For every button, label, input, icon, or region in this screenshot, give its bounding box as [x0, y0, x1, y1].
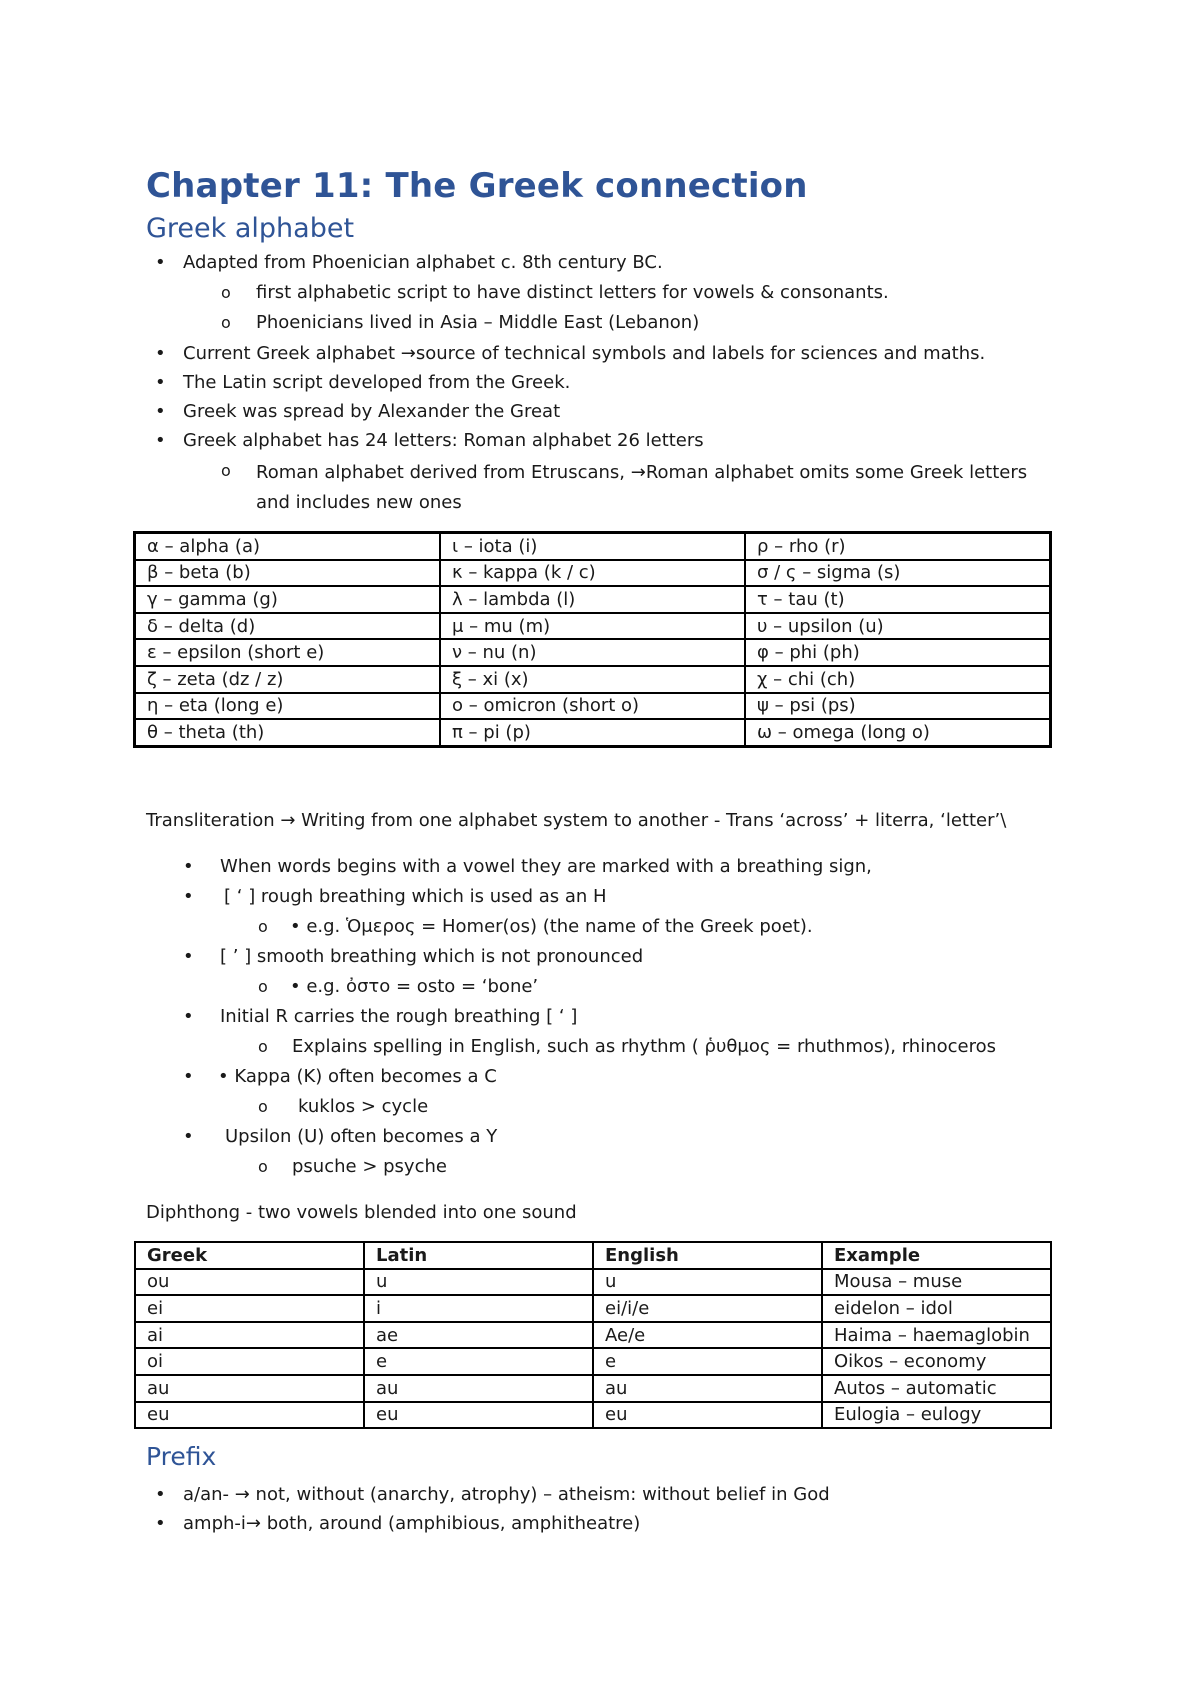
table-cell: β – beta (b) — [135, 560, 440, 587]
table-cell: ο – omicron (short o) — [440, 693, 745, 720]
bullet-glyph: • — [155, 1484, 166, 1505]
table-cell: e — [593, 1348, 822, 1375]
table-row — [135, 1402, 1051, 1429]
table-row — [135, 666, 1050, 693]
column-header: Greek — [135, 1242, 364, 1269]
bullet-glyph: • — [183, 1066, 194, 1087]
table-cell: φ – phi (ph) — [745, 639, 1050, 666]
table-cell: ν – nu (n) — [440, 639, 745, 666]
table-cell: Ae/e — [593, 1322, 822, 1349]
table-cell: α – alpha (a) — [135, 533, 440, 560]
bullet-glyph: • — [183, 856, 194, 877]
section-heading-prefix: Prefix — [146, 1442, 217, 1471]
table-row — [135, 1375, 1051, 1402]
bullet-glyph: • — [155, 372, 166, 393]
list-item: Explains spelling in English, such as rhythm ( ῥυθμος = rhuthmos), rhinoceros — [292, 1036, 996, 1057]
list-item: first alphabetic script to have distinct letters for vowels & consonants. — [256, 282, 889, 303]
table-row — [135, 693, 1050, 720]
list-item: Adapted from Phoenician alphabet c. 8th century BC. — [183, 252, 663, 273]
list-item: Phoenicians lived in Asia – Middle East (Lebanon) — [256, 312, 700, 333]
list-item: [ ’ ] smooth breathing which is not pronounced — [220, 946, 644, 967]
table-row — [135, 586, 1050, 613]
table-cell: u — [364, 1269, 593, 1296]
list-item: • Kappa (K) often becomes a C — [218, 1066, 497, 1087]
list-item: • e.g. Ὁμερος = Homer(os) (the name of the Greek poet). — [290, 916, 813, 937]
sub-bullet-glyph: o — [221, 461, 231, 480]
table-row — [135, 1269, 1051, 1296]
table-cell: ι – iota (i) — [440, 533, 745, 560]
table-row — [135, 639, 1050, 666]
table-cell: τ – tau (t) — [745, 586, 1050, 613]
table-cell: Autos – automatic — [822, 1375, 1051, 1402]
list-item: Upsilon (U) often becomes a Y — [225, 1126, 498, 1147]
sub-bullet-glyph: o — [258, 977, 268, 996]
table-cell: ξ – xi (x) — [440, 666, 745, 693]
table-cell: ψ – psi (ps) — [745, 693, 1050, 720]
table-cell: ρ – rho (r) — [745, 533, 1050, 560]
table-cell: ai — [135, 1322, 364, 1349]
table-cell: γ – gamma (g) — [135, 586, 440, 613]
table-cell: eidelon – idol — [822, 1295, 1051, 1322]
table-cell: ω – omega (long o) — [745, 719, 1050, 746]
table-cell: ou — [135, 1269, 364, 1296]
list-item: Initial R carries the rough breathing [ ‘ ] — [220, 1006, 578, 1027]
sub-bullet-glyph: o — [258, 1097, 268, 1116]
diphthong-table — [134, 1241, 1052, 1429]
greek-alphabet-table — [134, 532, 1051, 747]
list-item: amph-i→ both, around (amphibious, amphitheatre) — [183, 1513, 641, 1534]
table-cell: au — [364, 1375, 593, 1402]
column-header: English — [593, 1242, 822, 1269]
table-cell: au — [135, 1375, 364, 1402]
column-header: Latin — [364, 1242, 593, 1269]
sub-bullet-glyph: o — [221, 283, 231, 302]
table-cell: oi — [135, 1348, 364, 1375]
table-row — [135, 1295, 1051, 1322]
sub-bullet-glyph: o — [258, 1157, 268, 1176]
table-row — [135, 1322, 1051, 1349]
list-item: Current Greek alphabet →source of technical symbols and labels for sciences and maths. — [183, 343, 986, 364]
table-cell: σ / ς – sigma (s) — [745, 560, 1050, 587]
section-heading-greek-alphabet: Greek alphabet — [146, 213, 355, 244]
table-cell: e — [364, 1348, 593, 1375]
bullet-glyph: • — [183, 1006, 194, 1027]
sub-bullet-glyph: o — [258, 917, 268, 936]
table-cell: κ – kappa (k / c) — [440, 560, 745, 587]
table-cell: ε – epsilon (short e) — [135, 639, 440, 666]
table-cell: δ – delta (d) — [135, 613, 440, 640]
transliteration-intro: Transliteration → Writing from one alphabet system to another - Trans ‘across’ + literra, ‘letter’\ — [146, 810, 1007, 831]
table-cell: Oikos – economy — [822, 1348, 1051, 1375]
diphthong-intro: Diphthong - two vowels blended into one sound — [146, 1202, 577, 1223]
table-cell: λ – lambda (l) — [440, 586, 745, 613]
bullet-glyph: • — [155, 430, 166, 451]
table-row — [135, 560, 1050, 587]
table-cell: η – eta (long e) — [135, 693, 440, 720]
list-item: psuche > psyche — [292, 1156, 447, 1177]
table-cell: ζ – zeta (dz / z) — [135, 666, 440, 693]
bullet-glyph: • — [155, 252, 166, 273]
table-cell: i — [364, 1295, 593, 1322]
table-cell: ae — [364, 1322, 593, 1349]
table-cell: μ – mu (m) — [440, 613, 745, 640]
table-cell: eu — [135, 1402, 364, 1429]
list-item: Greek alphabet has 24 letters: Roman alphabet 26 letters — [183, 430, 704, 451]
table-cell: eu — [364, 1402, 593, 1429]
table-cell: u — [593, 1269, 822, 1296]
table-cell: π – pi (p) — [440, 719, 745, 746]
bullet-glyph: • — [155, 401, 166, 422]
table-cell: Eulogia – eulogy — [822, 1402, 1051, 1429]
sub-bullet-glyph: o — [221, 313, 231, 332]
list-item: The Latin script developed from the Greek. — [183, 372, 571, 393]
column-header: Example — [822, 1242, 1051, 1269]
list-item: kuklos > cycle — [298, 1096, 429, 1117]
table-cell: eu — [593, 1402, 822, 1429]
table-cell: ei — [135, 1295, 364, 1322]
table-cell: θ – theta (th) — [135, 719, 440, 746]
table-row — [135, 613, 1050, 640]
chapter-title: Chapter 11: The Greek connection — [146, 166, 808, 206]
table-header-row — [135, 1242, 1051, 1269]
table-cell: au — [593, 1375, 822, 1402]
table-cell: ei/i/e — [593, 1295, 822, 1322]
list-item: [ ‘ ] rough breathing which is used as an H — [224, 886, 607, 907]
bullet-glyph: • — [183, 1126, 194, 1147]
list-item: Roman alphabet derived from Etruscans, →Roman alphabet omits some Greek letters and includes new ones — [256, 462, 1028, 513]
bullet-glyph: • — [155, 1513, 166, 1534]
bullet-glyph: • — [155, 343, 166, 364]
list-item: Greek was spread by Alexander the Great — [183, 401, 561, 422]
sub-bullet-glyph: o — [258, 1037, 268, 1056]
bullet-glyph: • — [183, 946, 194, 967]
table-cell: χ – chi (ch) — [745, 666, 1050, 693]
list-item: • e.g. ὀστο = osto = ‘bone’ — [290, 976, 539, 997]
table-row — [135, 533, 1050, 560]
table-cell: υ – upsilon (u) — [745, 613, 1050, 640]
table-row — [135, 1348, 1051, 1375]
table-cell: Mousa – muse — [822, 1269, 1051, 1296]
table-row — [135, 719, 1050, 746]
list-item: a/an- → not, without (anarchy, atrophy) – atheism: without belief in God — [183, 1484, 830, 1505]
bullet-glyph: • — [183, 886, 194, 907]
table-cell: Haima – haemaglobin — [822, 1322, 1051, 1349]
list-item: When words begins with a vowel they are marked with a breathing sign, — [220, 856, 872, 877]
